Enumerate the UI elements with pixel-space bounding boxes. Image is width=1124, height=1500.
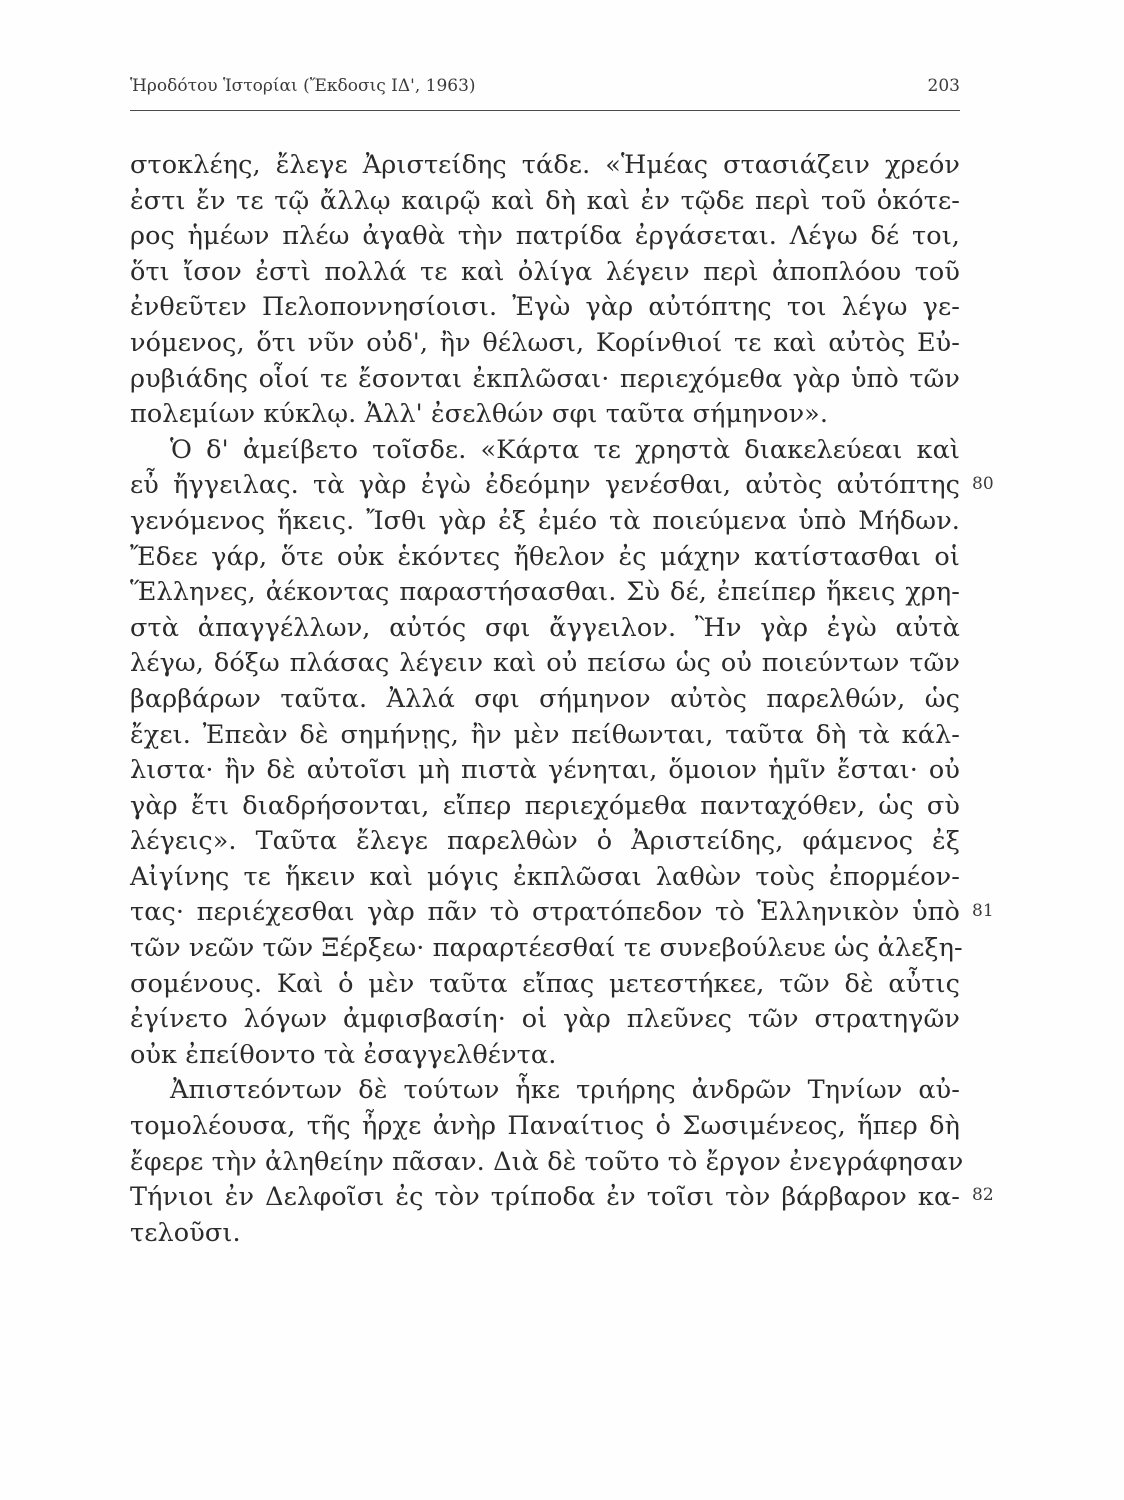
text-line: Ἔδεε γάρ, ὅτε οὐκ ἑκόντες ἤθελον ἐς μάχην κατίστασθαι οἱ (130, 541, 960, 572)
text-line: τας· περιέχεσθαι γὰρ πᾶν τὸ στρατόπεδον τὸ Ἑλληνικὸν ὑπὸ (130, 897, 960, 928)
text-line: ἔφερε τὴν ἀληθείην πᾶσαν. Διὰ δὲ τοῦτο τὸ ἔργον ἐνεγράφησαν (130, 1146, 964, 1177)
text-line: ἐνθεῦτεν Πελοποννησίοισι. Ἐγὼ γὰρ αὐτόπτης τοι λέγω γε- (130, 292, 960, 323)
text-line: Ἀπιστεόντων δὲ τούτων ἧκε τριήρης ἀνδρῶν Τηνίων αὐ- (170, 1075, 960, 1106)
text-line: λιστα· ἢν δὲ αὐτοῖσι μὴ πιστὰ γένηται, ὅμοιον ἡμῖν ἔσται· οὐ (130, 755, 960, 786)
running-header (130, 76, 960, 106)
text-line: λέγεις». Ταῦτα ἔλεγε παρελθὼν ὁ Ἀριστείδης, φάμενος ἐξ (130, 826, 960, 857)
text-line: πολεμίων κύκλῳ. Ἀλλ' ἐσελθών σφι ταῦτα σήμηνον». (130, 399, 829, 430)
chapter-number: 81 (972, 901, 994, 921)
page-number: 203 (927, 76, 960, 96)
text-line: ἔχει. Ἐπεὰν δὲ σημήνῃς, ἢν μὲν πείθωνται, ταῦτα δὴ τὰ κάλ- (130, 719, 960, 750)
text-line: στοκλέης, ἔλεγε Ἀριστείδης τάδε. «Ἡμέας στασιάζειν χρεόν (130, 150, 960, 180)
text-line: Τήνιοι ἐν Δελφοῖσι ἐς τὸν τρίποδα ἐν τοῖσι τὸν βάρβαρον κα- (130, 1182, 960, 1213)
chapter-number: 80 (972, 474, 994, 494)
text-line: ἐστι ἔν τε τῷ ἄλλῳ καιρῷ καὶ δὴ καὶ ἐν τῷδε περὶ τοῦ ὁκότε- (130, 185, 960, 216)
text-line: γὰρ ἔτι διαδρήσονται, εἴπερ περιεχόμεθα πανταχόθεν, ὡς σὺ (130, 790, 960, 821)
text-line: Ἕλληνες, ἀέκοντας παραστήσασθαι. Σὺ δέ, ἐπείπερ ἥκεις χρη- (130, 577, 960, 608)
text-line: εὖ ἤγγειλας. τὰ γὰρ ἐγὼ ἐδεόμην γενέσθαι, αὐτὸς αὐτόπτης (130, 470, 960, 501)
text-line: Αἰγίνης τε ἥκειν καὶ μόγις ἐκπλῶσαι λαθὼν τοὺς ἐπορμέον- (130, 861, 960, 892)
text-line: ρος ἡμέων πλέω ἀγαθὰ τὴν πατρίδα ἐργάσεται. Λέγω δέ τοι, (130, 221, 960, 252)
chapter-number: 82 (972, 1185, 994, 1205)
text-line: στὰ ἀπαγγέλλων, αὐτός σφι ἄγγειλον. Ἢν γὰρ ἐγὼ αὐτὰ (130, 612, 960, 643)
body-text (130, 148, 964, 1251)
header-rule (130, 110, 960, 111)
text-line: γενόμενος ἥκεις. Ἴσθι γὰρ ἐξ ἐμέο τὰ ποιεύμενα ὑπὸ Μήδων. (130, 505, 960, 536)
header-title: Ἡροδότου Ἱστορίαι (Ἔκδοσις ΙΔ', 1963) (130, 76, 476, 96)
text-line: βαρβάρων ταῦτα. Ἀλλά σφι σήμηνον αὐτὸς παρελθών, ὡς (130, 683, 960, 714)
text-line: ρυβιάδης οἷοί τε ἔσονται ἐκπλῶσαι· περιεχόμεθα γὰρ ὑπὸ τῶν (130, 363, 960, 394)
text-line: λέγω, δόξω πλάσας λέγειν καὶ οὐ πείσω ὡς οὐ ποιεύντων τῶν (130, 648, 960, 679)
text-line: σομένους. Καὶ ὁ μὲν ταῦτα εἴπας μετεστήκεε, τῶν δὲ αὖτις (130, 968, 960, 999)
text-line: ὅτι ἴσον ἐστὶ πολλά τε καὶ ὀλίγα λέγειν περὶ ἀποπλόου τοῦ (130, 256, 960, 287)
text-line: οὐκ ἐπείθοντο τὰ ἐσαγγελθέντα. (130, 1039, 557, 1070)
text-line: νόμενος, ὅτι νῦν οὐδ', ἢν θέλωσι, Κορίνθιοί τε καὶ αὐτὸς Εὐ- (130, 327, 960, 358)
text-line: ἐγίνετο λόγων ἀμφισβασίη· οἱ γὰρ πλεῦνες τῶν στρατηγῶν (130, 1004, 960, 1035)
text-line: τελοῦσι. (130, 1217, 241, 1248)
text-line: Ὁ δ' ἀμείβετο τοῖσδε. «Κάρτα τε χρηστὰ διακελεύεαι καὶ (170, 434, 960, 465)
text-line: τῶν νεῶν τῶν Ξέρξεω· παραρτέεσθαί τε συνεβούλευε ὡς ἀλεξη- (130, 933, 963, 964)
text-line: τομολέουσα, τῆς ἦρχε ἀνὴρ Παναίτιος ὁ Σωσιμένεος, ἥπερ δὴ (130, 1111, 960, 1142)
